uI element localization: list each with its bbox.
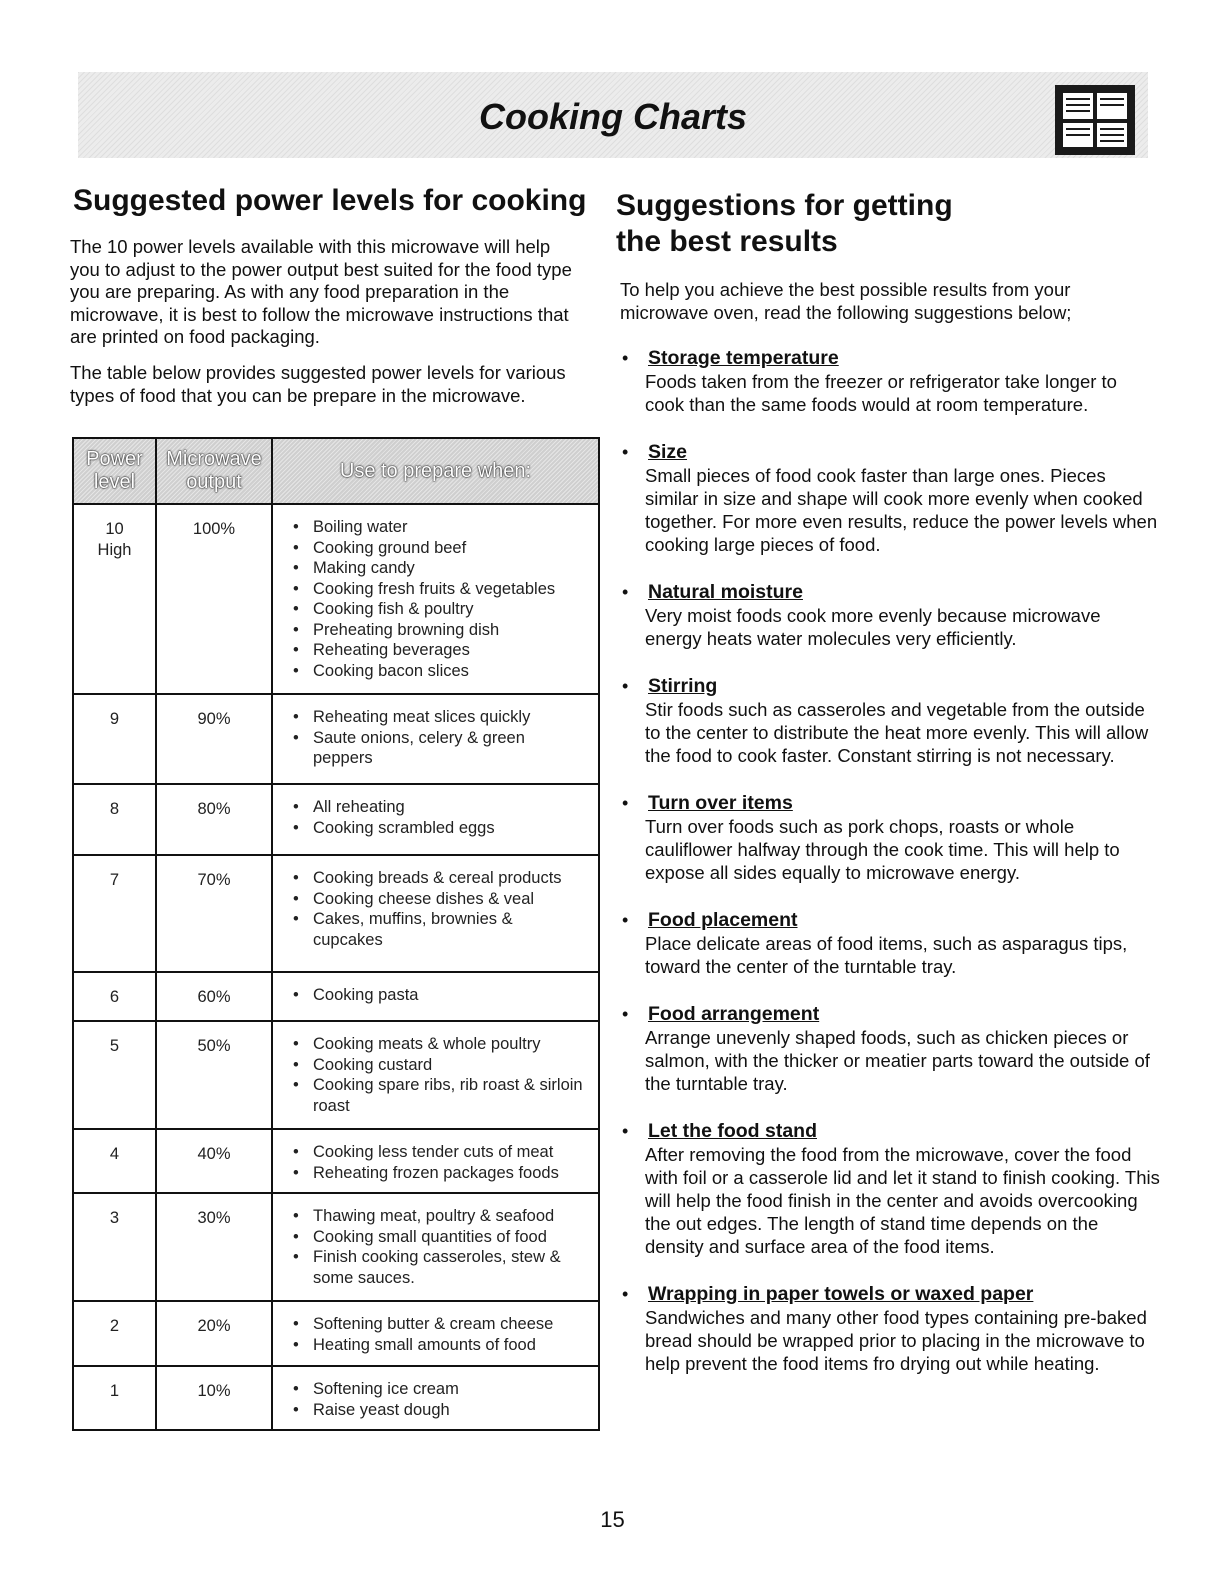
suggestion-item [620,1003,1160,1095]
use-item: • Cakes, muffins, brownies & cupcakes [289,909,586,950]
microwave-output-cell: 50% [156,1021,272,1129]
power-level-header: Power level [73,438,156,504]
microwave-output-cell: 100% [156,504,272,694]
suggestion-item [620,347,1160,416]
use-item: • All reheating [289,797,586,818]
suggestion-body: Turn over foods such as pork chops, roasts or whole cauliflower halfway through the cook time. This will help to expose all sides equally to microwave energy. [645,816,1120,883]
use-header: Use to prepare when: [272,438,599,504]
page-number: 15 [600,1507,625,1532]
suggestion-body: Arrange unevenly shaped foods, such as chicken pieces or salmon, with the thicker or meatier parts toward the outside of the turntable tray. [645,1027,1150,1094]
power-level-value: 5 [109,1037,120,1055]
power-level-value: 8 [109,800,120,818]
uses-cell [272,1193,599,1301]
power-levels-heading: Suggested power levels for cooking [73,184,587,217]
power-level-cell [73,855,156,972]
use-item: • Thawing meat, poultry & seafood [289,1206,586,1227]
use-item: • Saute onions, celery & green peppers [289,728,586,769]
use-item: • Cooking bacon slices [289,661,586,682]
use-item: • Reheating beverages [289,640,586,661]
suggestion-title: • Turn over items [648,792,793,814]
power-level-cell [73,1021,156,1129]
use-item: • Cooking pasta [289,985,586,1006]
table-row [73,1129,599,1193]
use-item: • Softening butter & cream cheese [289,1314,586,1335]
use-item: • Cooking less tender cuts of meat [289,1142,586,1163]
uses-list [289,707,586,769]
uses-list [289,1034,586,1116]
suggestion-title: • Natural moisture [648,581,803,603]
uses-cell [272,504,599,694]
suggestion-title: • Stirring [648,675,718,697]
uses-cell [272,1021,599,1129]
power-level-value: 10 [105,520,124,538]
use-item: • Raise yeast dough [289,1400,586,1421]
microwave-output-cell: 40% [156,1129,272,1193]
use-item: • Reheating frozen packages foods [289,1163,586,1184]
use-item: • Cooking ground beef [289,538,586,559]
use-item: • Cooking custard [289,1055,586,1076]
uses-cell [272,1366,599,1430]
suggestion-item [620,1283,1160,1375]
power-level-value: 7 [109,871,120,889]
suggestion-title: • Food placement [648,909,798,931]
uses-list [289,1142,586,1183]
power-level-value: 2 [109,1317,120,1335]
uses-list [289,1379,586,1420]
suggestions-intro: To help you achieve the best possible results from your microwave oven, read the following suggestions below; [620,279,1072,323]
use-item: • Cooking cheese dishes & veal [289,889,586,910]
suggestion-item [620,792,1160,884]
power-level-value: 9 [109,710,120,728]
power-level-table [72,437,600,1431]
table-row [73,784,599,855]
suggestion-body: Sandwiches and many other food types containing pre-baked bread should be wrapped prior to placing in the microwave to help prevent the food items fro drying out while heating. [645,1307,1147,1374]
power-level-cell [73,694,156,784]
suggestion-body: Very moist foods cook more evenly because microwave energy heats water molecules very efficiently. [645,605,1101,649]
suggestion-body: Place delicate areas of food items, such as asparagus tips, toward the center of the turntable tray. [645,933,1128,977]
suggestion-item [620,675,1160,767]
power-level-cell [73,1129,156,1193]
use-item: • Preheating browning dish [289,620,586,641]
suggestions-list [620,347,1160,1400]
use-item: • Cooking fresh fruits & vegetables [289,579,586,600]
banner [78,72,1148,158]
use-item: • Cooking spare ribs, rib roast & sirloin roast [289,1075,586,1116]
microwave-output-cell: 60% [156,972,272,1021]
table-row [73,972,599,1021]
suggestion-item [620,441,1160,556]
use-item: • Making candy [289,558,586,579]
uses-cell [272,972,599,1021]
microwave-output-cell: 30% [156,1193,272,1301]
use-item: • Cooking fish & poultry [289,599,586,620]
microwave-output-cell: 10% [156,1366,272,1430]
use-item: • Finish cooking casseroles, stew & some sauces. [289,1247,586,1288]
uses-cell [272,784,599,855]
microwave-output-cell: 90% [156,694,272,784]
use-item: • Cooking meats & whole poultry [289,1034,586,1055]
suggestion-item [620,909,1160,978]
suggestion-title: • Food arrangement [648,1003,820,1025]
uses-list [289,1314,586,1355]
microwave-output-cell: 80% [156,784,272,855]
microwave-output-header: Microwave output [156,438,272,504]
uses-cell [272,855,599,972]
power-levels-intro-2: The table below provides suggested power levels for various types of food that you can be prepare in the microwave. [70,362,566,406]
uses-list [289,1206,586,1288]
use-item: • Cooking scrambled eggs [289,818,586,839]
power-level-note: High [97,540,132,559]
power-level-cell [73,1193,156,1301]
power-level-cell [73,972,156,1021]
uses-list [289,985,586,1006]
use-item: • Softening ice cream [289,1379,586,1400]
power-levels-intro: The 10 power levels available with this microwave will help you to adjust to the power output best suited for the food type you are preparing. As with any food preparation in the microwave, it is best to follow the microwave instructions that are printed on food packaging. [70,236,572,347]
table-header-row [73,438,599,504]
uses-cell [272,1129,599,1193]
use-item: • Reheating meat slices quickly [289,707,586,728]
power-level-value: 1 [109,1382,120,1400]
table-row [73,1193,599,1301]
suggestion-item [620,1120,1160,1258]
table-row [73,1021,599,1129]
use-item: • Boiling water [289,517,586,538]
table-row [73,1301,599,1366]
table-row [73,1366,599,1430]
power-level-value: 4 [109,1145,120,1163]
use-item: • Heating small amounts of food [289,1335,586,1356]
suggestion-body: Foods taken from the freezer or refrigerator take longer to cook than the same foods would at room temperature. [645,371,1117,415]
uses-cell [272,1301,599,1366]
suggestion-item [620,581,1160,650]
use-item: • Cooking breads & cereal products [289,868,586,889]
suggestion-title: • Let the food stand [648,1120,817,1142]
power-level-cell [73,1301,156,1366]
book-icon [1055,85,1135,155]
microwave-output-cell: 70% [156,855,272,972]
power-level-cell [73,784,156,855]
suggestion-title: • Storage temperature [648,347,839,369]
suggestion-body: After removing the food from the microwave, cover the food with foil or a casserole lid and let it stand to finish cooking. This will help the food finish in the center and avoids overcooking the out edges. The length of stand time depends on the density and surface area of the food items. [645,1144,1160,1257]
power-level-cell [73,504,156,694]
uses-cell [272,694,599,784]
uses-list [289,868,586,950]
suggestion-body: Stir foods such as casseroles and vegetable from the outside to the center to distribute the heat more evenly. This will allow the food to cook faster. Constant stirring is not necessary. [645,699,1149,766]
power-level-cell [73,1366,156,1430]
power-level-value: 6 [109,988,120,1006]
power-level-value: 3 [109,1209,120,1227]
microwave-output-cell: 20% [156,1301,272,1366]
page-title: Cooking Charts [478,96,747,137]
suggestion-body: Small pieces of food cook faster than large ones. Pieces similar in size and shape will cook more evenly when cooked together. For more even results, reduce the power levels when cooking large pieces of food. [645,465,1158,555]
table-row [73,694,599,784]
use-item: • Cooking small quantities of food [289,1227,586,1248]
uses-list [289,517,586,681]
suggestion-title: • Wrapping in paper towels or waxed paper [648,1283,1034,1305]
suggestion-title: • Size [648,441,688,463]
table-row [73,855,599,972]
suggestions-heading: Suggestions for getting the best results [616,189,953,258]
table-row [73,504,599,694]
uses-list [289,797,586,838]
